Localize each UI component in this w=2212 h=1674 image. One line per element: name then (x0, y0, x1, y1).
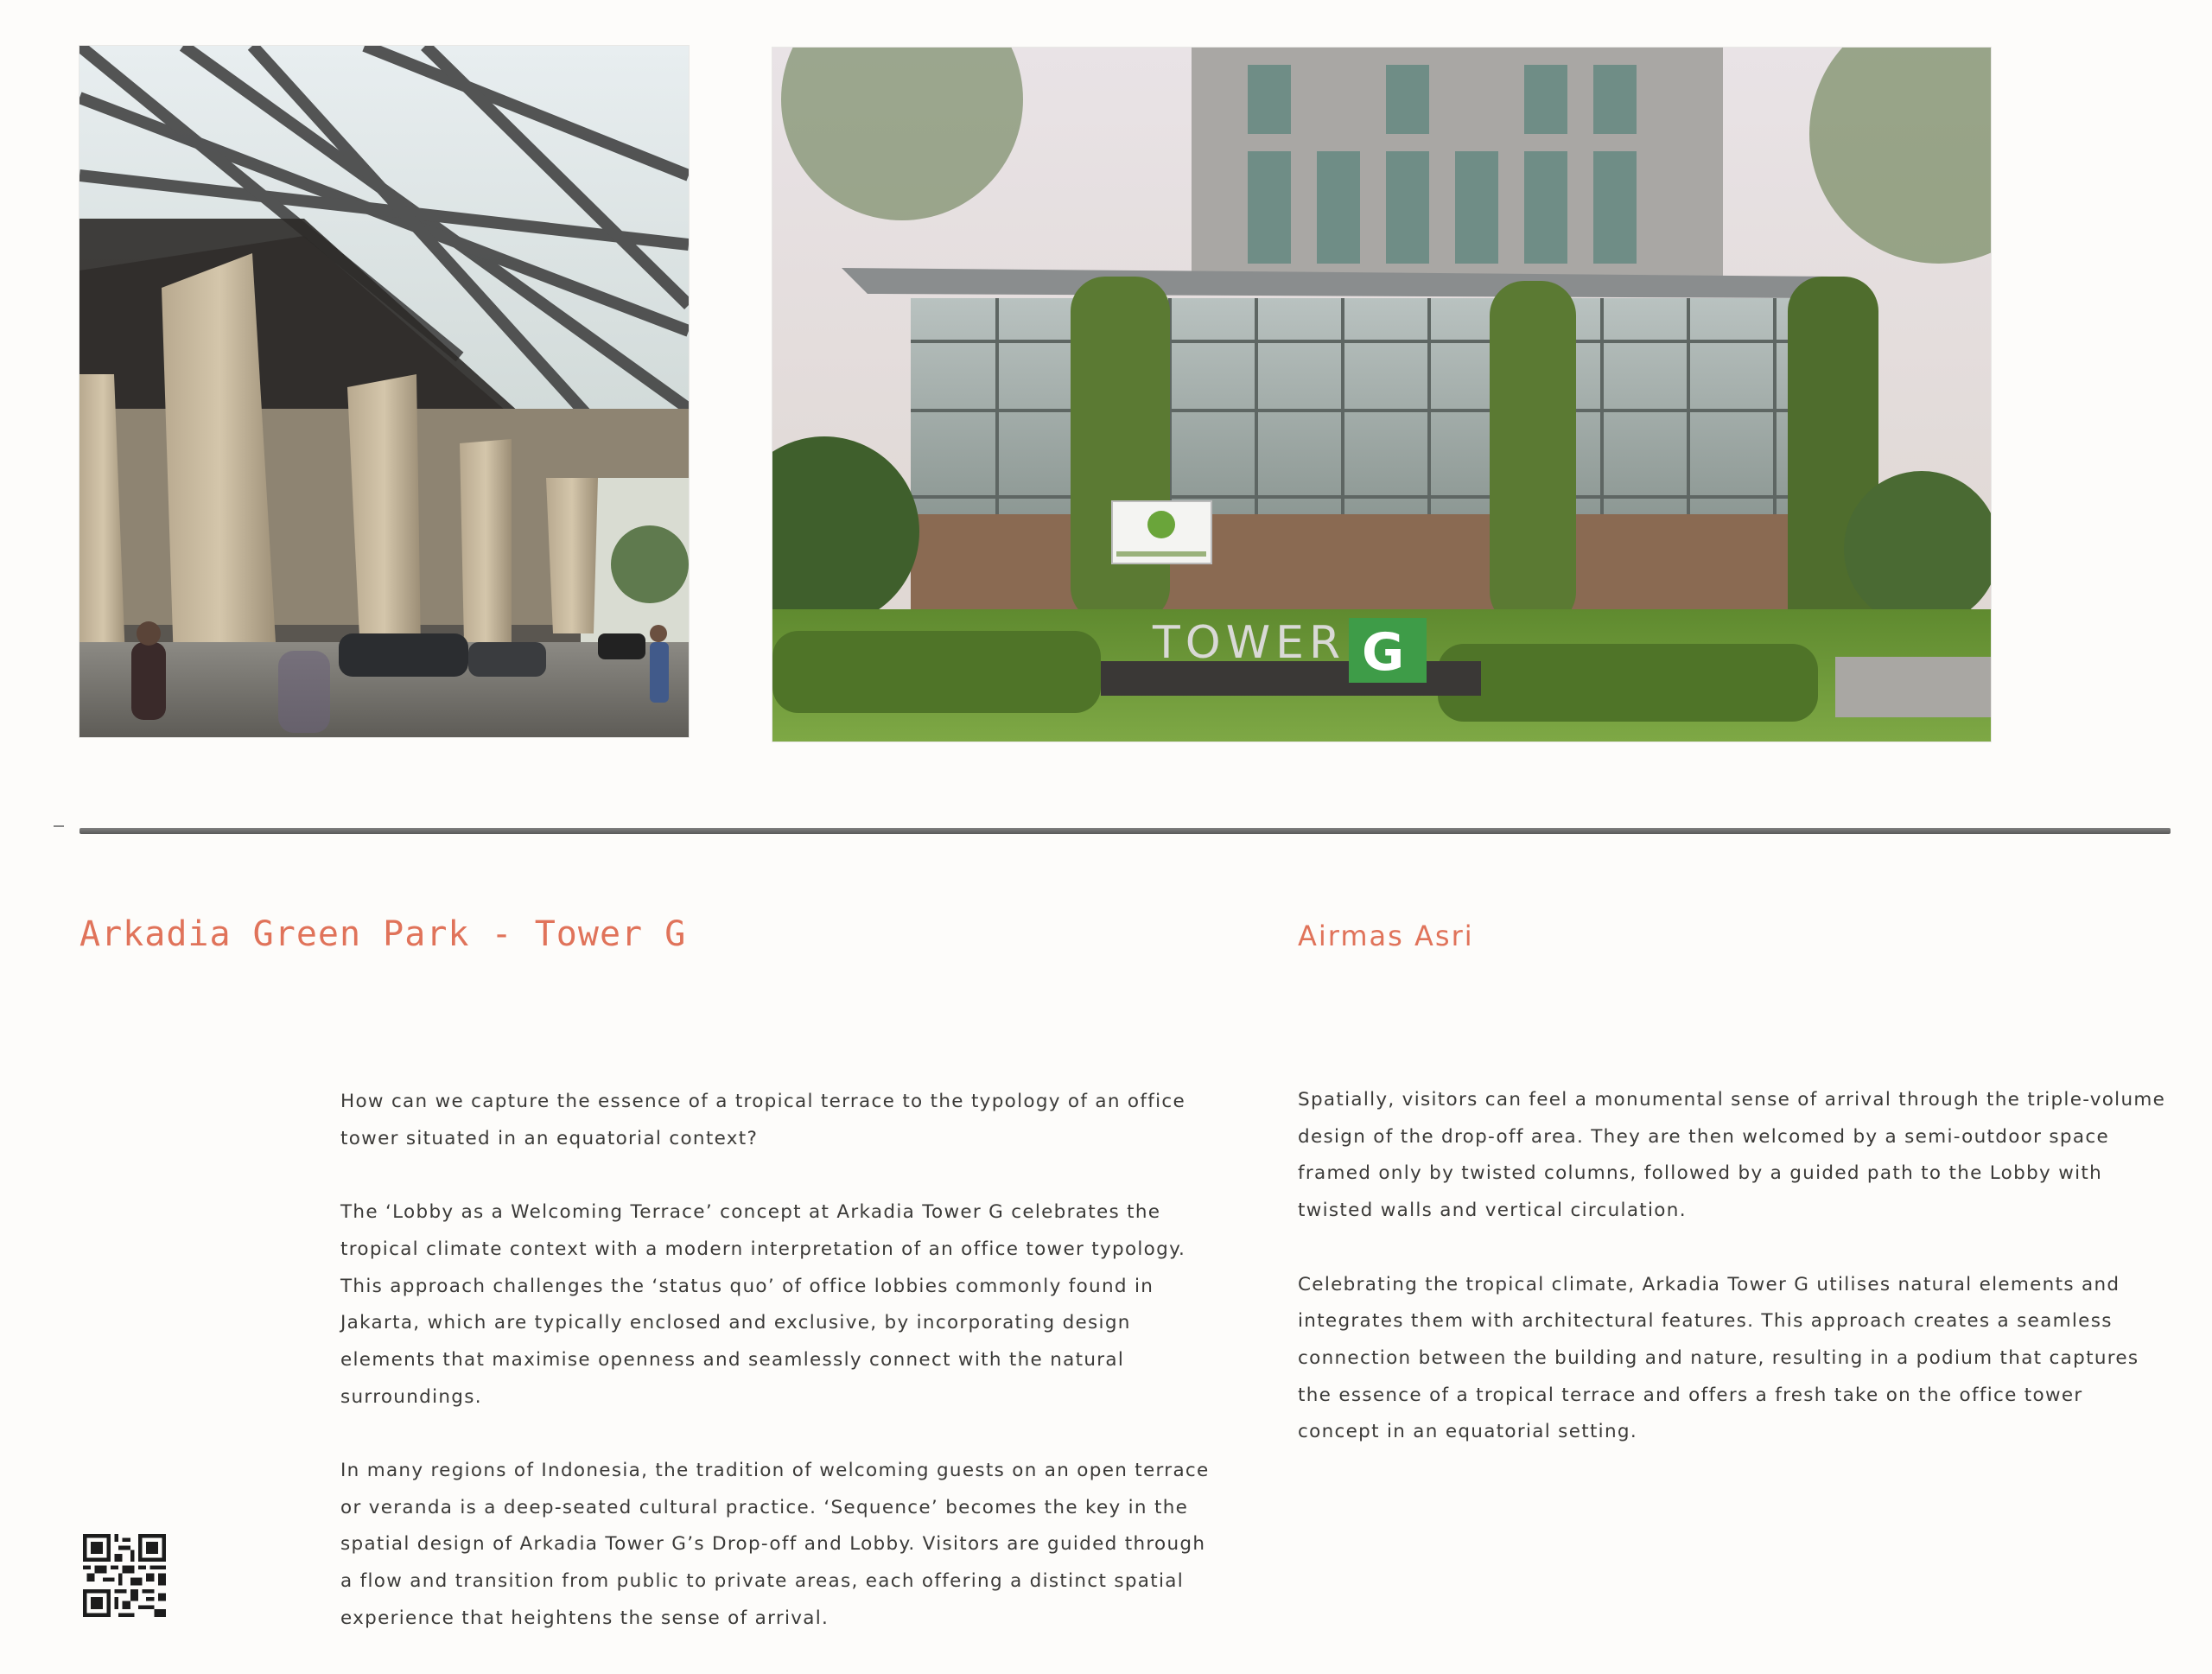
divider-mark (54, 825, 64, 827)
paragraph: Spatially, visitors can feel a monumental sense of arrival through the triple-volume design of the drop-off area. They are then welcomed by a semi-outdoor space framed only by twisted columns, followed by a guided path to the Lobby with twisted walls and vertical circulation. (1298, 1089, 2166, 1222)
qr-code-graphic (83, 1534, 166, 1617)
project-title: Arkadia Green Park - Tower G (79, 914, 687, 954)
tower-g-facade-illustration (772, 48, 1991, 742)
paragraph: In many regions of Indonesia, the tradition of welcoming guests on an open terrace or veranda is a deep-seated cultural practice. ‘Sequence’ becomes the key in the spatial design of Arkadia Tower G’s Drop-off and Lobby. Visitors are guided through a flow and transition from public to private areas, each offering a distinct spatial experience that heightens the sense of arrival. (340, 1460, 1210, 1629)
section-divider (79, 828, 2171, 834)
tower-sign-text: TOWER (1153, 617, 1346, 669)
tower-g-photo (772, 48, 1991, 742)
firm-name: Airmas Asri (1298, 920, 1474, 952)
paragraph: Celebrating the tropical climate, Arkadia Tower G utilises natural elements and integrates them with architectural features. This approach creates a seamless connection between the building and nature, resulting in a podium that captures the essence of a tropical terrace and offers a fresh take on the office tower concept in an equatorial setting. (1298, 1273, 2139, 1443)
description-left-column (340, 1084, 1213, 1674)
paragraph: How can we capture the essence of a tropical terrace to the typology of an office tower situated in an equatorial context? (340, 1091, 1186, 1149)
paragraph: The ‘Lobby as a Welcoming Terrace’ concept at Arkadia Tower G celebrates the tropical climate context with a modern interpretation of an office tower typology. This approach challenges the ‘status quo’ of office lobbies commonly found in Jakarta, which are typically enclosed and exclusive, by incorporating design elements that maximise openness and seamlessly connect with the natural surroundings. (340, 1201, 1186, 1408)
tower-sign-letter: G (1362, 622, 1405, 683)
lobby-terrace-illustration (79, 46, 689, 737)
description-right-column (1298, 1082, 2171, 1488)
lobby-photo (79, 46, 689, 737)
qr-code-icon[interactable] (83, 1534, 166, 1617)
